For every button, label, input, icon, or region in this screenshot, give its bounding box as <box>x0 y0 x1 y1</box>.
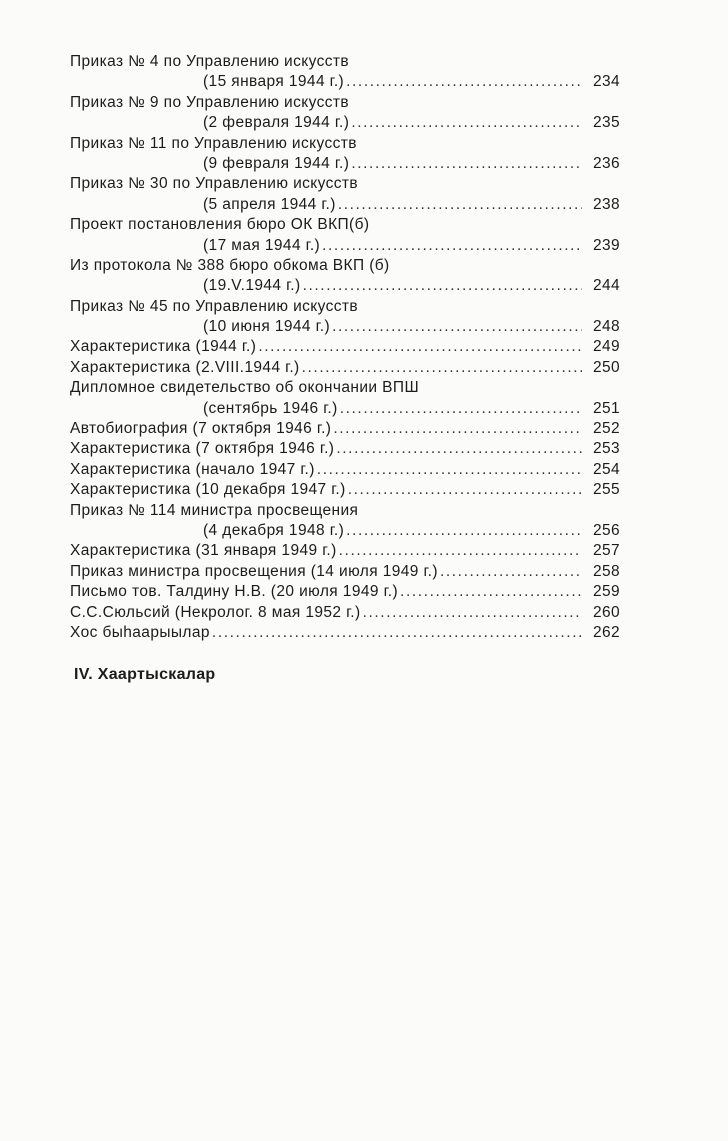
dot-leader <box>333 419 582 439</box>
section-heading: IV. Хаартыскалар <box>74 666 216 683</box>
dot-leader <box>302 358 582 378</box>
dot-leader <box>348 480 582 500</box>
toc-page-number: 258 <box>592 562 620 580</box>
toc-entry <box>70 297 620 338</box>
toc-entry <box>70 419 620 439</box>
toc-page-number: 260 <box>592 603 620 621</box>
toc-entry-title: Характеристика (начало 1947 г.) <box>70 460 317 480</box>
toc-entry <box>70 52 620 93</box>
toc-entry-title: Приказ № 4 по Управлению искусств <box>70 53 350 70</box>
dot-leader <box>363 603 582 623</box>
toc-entry-title: Приказ № 30 по Управлению искусств <box>70 175 359 193</box>
dot-leader <box>346 521 582 541</box>
toc-entry-title: Характеристика (2.VIII.1944 г.) <box>70 358 302 378</box>
toc-entry-date: (сентябрь 1946 г.) <box>203 399 340 419</box>
dot-leader <box>303 276 582 296</box>
toc-entry-date: (10 июня 1944 г.) <box>203 317 332 337</box>
toc-page-number: 236 <box>592 154 620 172</box>
dot-leader <box>322 236 582 256</box>
toc-entry <box>70 603 620 623</box>
toc-entry-date: (4 декабря 1948 г.) <box>203 521 346 541</box>
toc-entry-title: Приказ министра просвещения (14 июля 1949 г.) <box>70 562 440 582</box>
toc-entry-title: Письмо тов. Талдину Н.В. (20 июля 1949 г.) <box>70 582 400 602</box>
toc-page-number: 257 <box>592 542 620 560</box>
toc-page-number: 253 <box>592 440 620 458</box>
toc-page-number: 259 <box>592 583 620 601</box>
toc-entry <box>70 174 620 215</box>
toc-entry <box>70 480 620 500</box>
toc-entry-title: Проект постановления бюро ОК ВКП(б) <box>70 216 370 234</box>
toc-page-number: 248 <box>592 318 620 336</box>
toc-entry-date: (15 января 1944 г.) <box>203 72 346 92</box>
toc-page-number: 249 <box>592 338 620 356</box>
dot-leader <box>332 317 582 337</box>
toc-entry-title: Характеристика (31 января 1949 г.) <box>70 541 339 561</box>
dot-leader <box>440 562 582 582</box>
toc-page-number: 234 <box>592 73 620 91</box>
toc-entry <box>70 134 620 175</box>
toc-entry <box>70 582 620 602</box>
toc-entry-date: (19.V.1944 г.) <box>203 276 303 296</box>
dot-leader <box>212 623 582 643</box>
toc-entry-title: Автобиография (7 октября 1946 г.) <box>70 419 333 439</box>
toc-entry <box>70 337 620 357</box>
toc-page-number: 255 <box>592 481 620 499</box>
toc-entry <box>70 93 620 134</box>
dot-leader <box>351 154 582 174</box>
toc-entry <box>70 562 620 582</box>
dot-leader <box>400 582 582 602</box>
toc-page-number: 262 <box>592 623 620 641</box>
toc-entry-title: Дипломное свидетельство об окончании ВПШ <box>70 379 420 397</box>
toc-entry <box>70 256 620 297</box>
toc-entry <box>70 460 620 480</box>
toc-page-number: 250 <box>592 358 620 376</box>
toc-entry-title: Из протокола № 388 бюро обкома ВКП (б) <box>70 256 390 274</box>
toc-page-number: 252 <box>592 420 620 438</box>
toc-entry <box>70 358 620 378</box>
toc-entry-title: Приказ № 114 министра просвещения <box>70 501 359 519</box>
dot-leader <box>336 439 582 459</box>
toc-entry-date: (9 февраля 1944 г.) <box>203 154 351 174</box>
toc-entry <box>70 378 620 419</box>
table-of-contents <box>70 52 620 643</box>
toc-entry <box>70 215 620 256</box>
toc-entry <box>70 541 620 561</box>
toc-page-number: 254 <box>592 460 620 478</box>
dot-leader <box>346 72 582 92</box>
dot-leader <box>258 337 582 357</box>
toc-entry-title: С.С.Сюльсий (Некролог. 8 мая 1952 г.) <box>70 603 363 623</box>
toc-entry-date: (5 апреля 1944 г.) <box>203 195 338 215</box>
toc-page-number: 239 <box>592 236 620 254</box>
toc-entry <box>70 439 620 459</box>
toc-entry-title: Характеристика (7 октября 1946 г.) <box>70 439 336 459</box>
toc-page-number: 244 <box>592 277 620 295</box>
toc-entry-title: Характеристика (10 декабря 1947 г.) <box>70 480 348 500</box>
toc-entry <box>70 623 620 643</box>
toc-page-number: 238 <box>592 195 620 213</box>
toc-entry-title: Характеристика (1944 г.) <box>70 337 258 357</box>
toc-entry-title: Хос быһаарыылар <box>70 623 212 643</box>
toc-entry-title: Приказ № 45 по Управлению искусств <box>70 297 359 315</box>
dot-leader <box>339 541 582 561</box>
toc-entry-date: (2 февраля 1944 г.) <box>203 113 351 133</box>
toc-page-number: 256 <box>592 521 620 539</box>
dot-leader <box>317 460 582 480</box>
toc-page-number: 235 <box>592 114 620 132</box>
dot-leader <box>351 113 582 133</box>
dot-leader <box>340 399 582 419</box>
toc-entry-date: (17 мая 1944 г.) <box>203 236 322 256</box>
toc-page-number: 251 <box>592 399 620 417</box>
toc-entry-title: Приказ № 9 по Управлению искусств <box>70 93 350 111</box>
dot-leader <box>338 195 582 215</box>
toc-entry-title: Приказ № 11 по Управлению искусств <box>70 134 357 152</box>
toc-entry <box>70 501 620 542</box>
